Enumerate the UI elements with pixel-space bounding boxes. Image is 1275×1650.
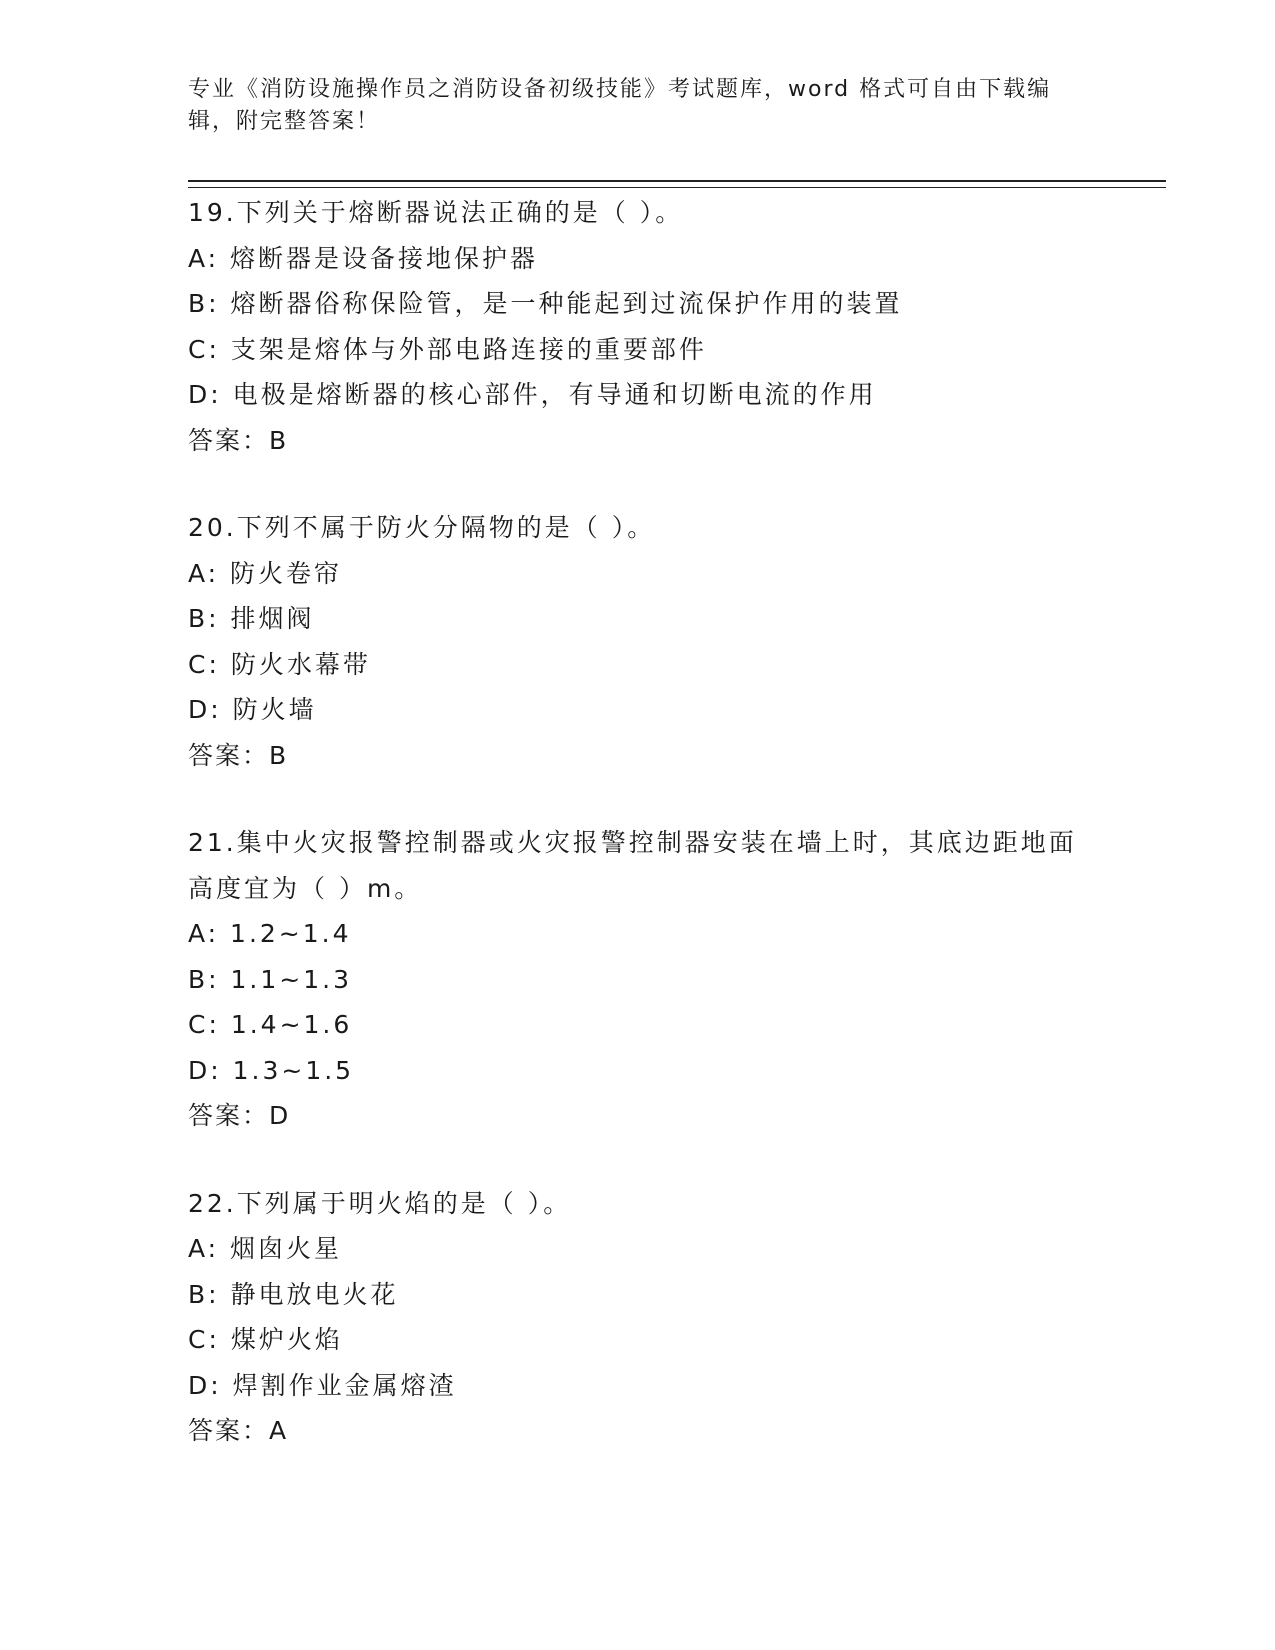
option-d: D: 焊割作业金属熔渣: [188, 1370, 457, 1400]
answer-label: 答案：A: [188, 1416, 289, 1445]
option-d: D: 电极是熔断器的核心部件，有导通和切断电流的作用: [188, 380, 877, 409]
option-c: C: 支架是熔体与外部电路连接的重要部件: [188, 334, 707, 364]
option-c: C: 1.4~1.6: [188, 1010, 353, 1039]
option-b: B: 1.1~1.3: [188, 964, 352, 994]
option-a: A: 防火卷帘: [188, 558, 343, 588]
option-a: A: 熔断器是设备接地保护器: [188, 243, 539, 273]
question-22: [188, 1181, 1088, 1454]
question-19: [188, 190, 1088, 463]
header-divider: [188, 180, 1166, 188]
option-c: C: 防火水幕带: [188, 649, 371, 679]
question-list: [188, 190, 1088, 1496]
question-stem: 21.集中火灾报警控制器或火灾报警控制器安装在墙上时，其底边距地面高度宜为（ ）m。: [188, 828, 1077, 903]
option-b: B: 静电放电火花: [188, 1279, 399, 1309]
answer-label: 答案：D: [188, 1101, 291, 1130]
question-21: [188, 820, 1088, 1139]
question-stem: 22.下列属于明火焰的是（ ）。: [188, 1188, 572, 1218]
question-stem: 20.下列不属于防火分隔物的是（ ）。: [188, 513, 656, 542]
option-b: B: 排烟阀: [188, 604, 315, 633]
option-c: C: 煤炉火焰: [188, 1325, 343, 1354]
question-20: [188, 505, 1088, 778]
option-a: A: 烟囱火星: [188, 1234, 343, 1263]
answer-label: 答案：B: [188, 740, 289, 770]
option-d: D: 防火墙: [188, 695, 317, 724]
option-a: A: 1.2~1.4: [188, 919, 352, 948]
option-b: B: 熔断器俗称保险管，是一种能起到过流保护作用的装置: [188, 289, 903, 318]
header-intro: 专业《消防设施操作员之消防设备初级技能》考试题库，word 格式可自由下载编辑，附完整答案！: [188, 77, 1052, 134]
option-d: D: 1.3~1.5: [188, 1055, 355, 1085]
question-stem: 19.下列关于熔断器说法正确的是（ ）。: [188, 198, 684, 227]
answer-label: 答案：B: [188, 425, 289, 455]
